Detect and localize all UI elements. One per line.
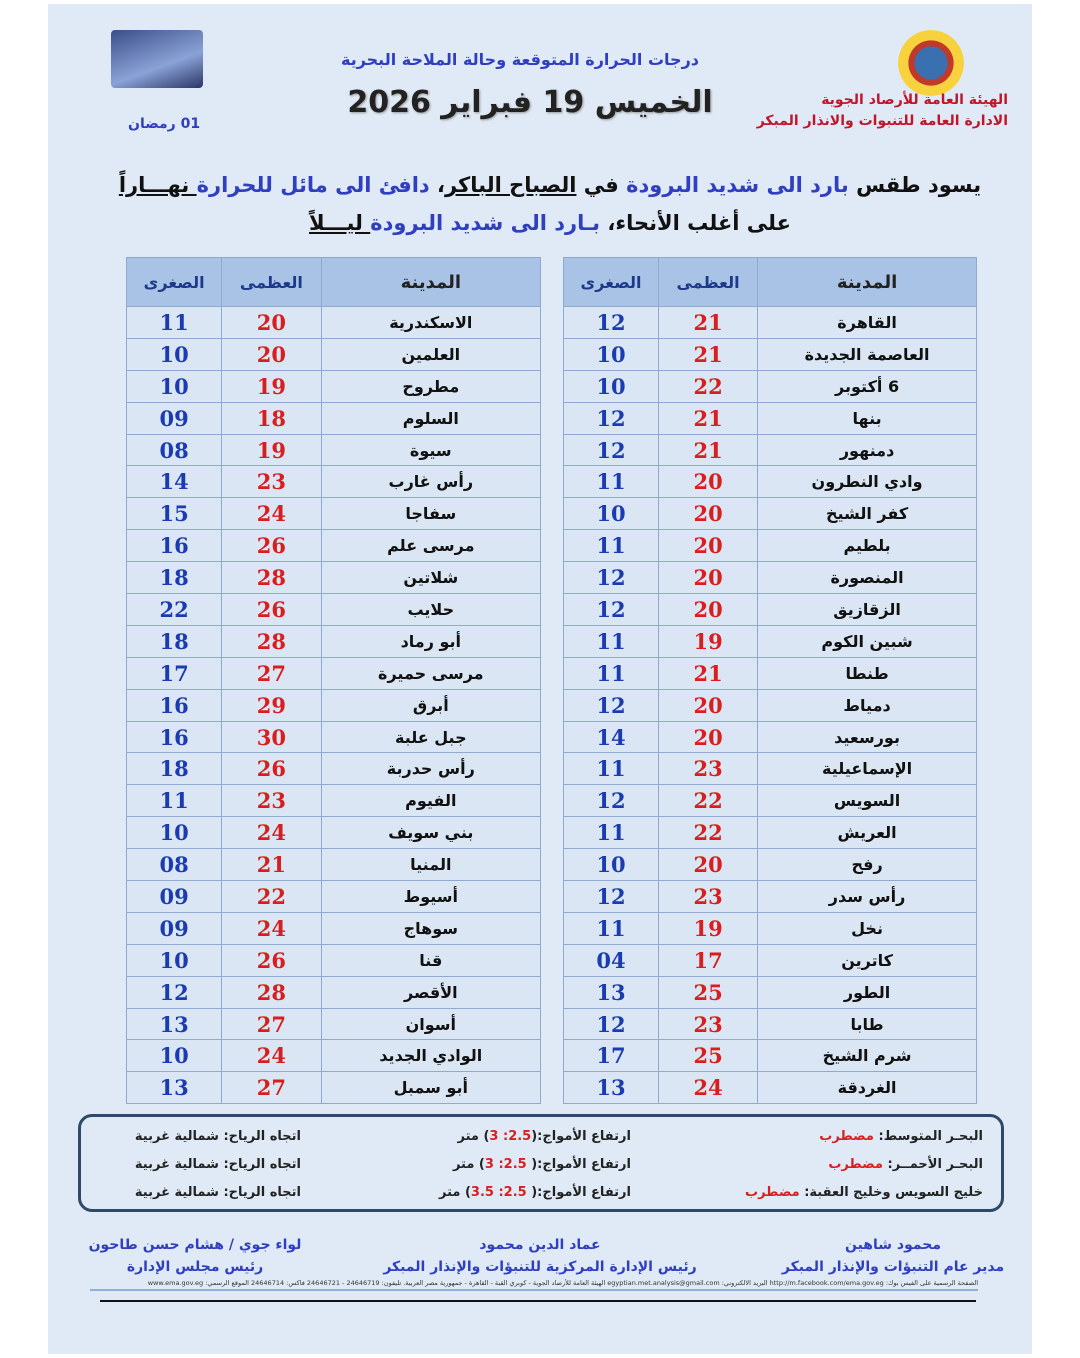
- table-row: [564, 944, 977, 976]
- temperature-table-right: [563, 257, 977, 1104]
- city-name: رأس سدر: [758, 881, 977, 913]
- max-temp: 27: [222, 657, 321, 689]
- city-name: بني سويف: [321, 817, 540, 849]
- min-temp: 11: [564, 912, 659, 944]
- max-temp: 20: [222, 338, 321, 370]
- city-name: سيوة: [321, 434, 540, 466]
- table-row: [127, 466, 541, 498]
- min-temp: 08: [127, 434, 222, 466]
- min-temp: 12: [564, 881, 659, 913]
- footer-contact: الصفحة الرسمية على الفيس بوك: http://m.facebook.com/ema.gov.eg البريد الالكتروني: egyptian.met.analysis@gmail.com الهيئة العامة للأرصاد الجوية - كوبري القبة - القاهرة - جمهورية مصر العربية. تليفون: 24646719 - 24646721 فاكس: 24646714 الموقع الرسمي: www.ema.gov.eg: [90, 1279, 978, 1291]
- table-row: [564, 498, 977, 530]
- table-row: [127, 657, 541, 689]
- sea-row: خليج السويس وخليج العقبة: مضطرب ارتفاع الأمواج:( 2.5: 3.5) متر اتجاه الرياح: شمالية غربية: [134, 1185, 983, 1200]
- min-temp: 11: [564, 466, 659, 498]
- min-temp: 09: [127, 912, 222, 944]
- city-name: رفح: [758, 849, 977, 881]
- max-temp: 24: [222, 498, 321, 530]
- max-temp: 21: [659, 402, 758, 434]
- min-temp: 13: [564, 976, 659, 1008]
- min-temp: 11: [564, 753, 659, 785]
- signature-3: لواء جوي / هشام حسن طاحون رئيس مجلس الإدارة: [88, 1237, 302, 1275]
- document-title: درجات الحرارة المتوقعة وحالة الملاحة البحرية: [340, 50, 699, 69]
- weather-summary: يسود طقس بارد الى شديد البرودة في الصباح الباكر، دافئ الى مائل للحرارة نهـــاراً على أغلب الأنحاء، بـارد الى شديد البرودة ليـــلاً: [118, 173, 982, 235]
- table-row: [127, 785, 541, 817]
- table-row: [564, 562, 977, 594]
- table-row: [564, 912, 977, 944]
- city-name: سفاجا: [321, 498, 540, 530]
- city-name: أسوان: [321, 1008, 540, 1040]
- min-temp: 04: [564, 944, 659, 976]
- max-temp: 18: [222, 402, 321, 434]
- min-temp: 12: [564, 785, 659, 817]
- table-row: [564, 370, 977, 402]
- max-temp: 23: [222, 785, 321, 817]
- min-temp: 18: [127, 753, 222, 785]
- city-name: الوادي الجديد: [321, 1040, 540, 1072]
- max-temp: 21: [659, 657, 758, 689]
- min-temp: 18: [127, 562, 222, 594]
- city-name: أسيوط: [321, 881, 540, 913]
- min-temp: 16: [127, 530, 222, 562]
- table-row: [564, 338, 977, 370]
- city-name: شلاتين: [321, 562, 540, 594]
- city-name: كفر الشيخ: [758, 498, 977, 530]
- min-temp: 16: [127, 689, 222, 721]
- min-temp: 12: [564, 594, 659, 626]
- max-temp: 22: [659, 370, 758, 402]
- max-temp: 26: [222, 594, 321, 626]
- table-row: [127, 976, 541, 1008]
- min-temp: 11: [127, 785, 222, 817]
- table-row: [564, 402, 977, 434]
- wave-height: 2.5: 3: [484, 1157, 527, 1172]
- city-name: المنيا: [321, 849, 540, 881]
- max-temp: 26: [222, 753, 321, 785]
- wave-height: 2.5: 3: [489, 1129, 532, 1144]
- divider: [100, 1300, 976, 1302]
- city-name: أبو رماد: [321, 625, 540, 657]
- min-temp: 14: [127, 466, 222, 498]
- max-temp: 23: [659, 881, 758, 913]
- min-temp: 13: [127, 1008, 222, 1040]
- city-name: حلايب: [321, 594, 540, 626]
- max-temp: 25: [659, 976, 758, 1008]
- table-row: [127, 338, 541, 370]
- min-temp: 09: [127, 881, 222, 913]
- table-row: [564, 594, 977, 626]
- min-temp: 18: [127, 625, 222, 657]
- min-temp: 10: [564, 370, 659, 402]
- min-temp: 15: [127, 498, 222, 530]
- min-temp: 10: [564, 849, 659, 881]
- city-name: طابا: [758, 1008, 977, 1040]
- max-temp: 25: [659, 1040, 758, 1072]
- city-name: العاصمة الجديدة: [758, 338, 977, 370]
- header-min: الصغرى: [564, 258, 659, 307]
- table-row: [564, 530, 977, 562]
- sea-state: مضطرب: [828, 1157, 883, 1172]
- max-temp: 20: [222, 307, 321, 339]
- table-row: [564, 881, 977, 913]
- signature-1: محمود شاهين مدير عام التنبؤات والإنذار المبكر: [781, 1237, 1005, 1275]
- table-row: [127, 1040, 541, 1072]
- city-name: القاهرة: [758, 307, 977, 339]
- max-temp: 21: [222, 849, 321, 881]
- max-temp: 30: [222, 721, 321, 753]
- max-temp: 28: [222, 625, 321, 657]
- max-temp: 20: [659, 849, 758, 881]
- table-row: [564, 976, 977, 1008]
- city-name: كاترين: [758, 944, 977, 976]
- organization-name: [757, 90, 1008, 132]
- wind-direction: اتجاه الرياح: شمالية غربية: [134, 1129, 301, 1144]
- city-name: مطروح: [321, 370, 540, 402]
- min-temp: 09: [127, 402, 222, 434]
- min-temp: 11: [564, 625, 659, 657]
- header-min: الصغرى: [127, 258, 222, 307]
- min-temp: 10: [564, 498, 659, 530]
- table-row: [564, 625, 977, 657]
- max-temp: 19: [222, 434, 321, 466]
- min-temp: 12: [564, 307, 659, 339]
- max-temp: 23: [659, 1008, 758, 1040]
- city-name: جبل علبة: [321, 721, 540, 753]
- table-row: [127, 1008, 541, 1040]
- header-max: العظمى: [222, 258, 321, 307]
- max-temp: 20: [659, 498, 758, 530]
- city-name: وادي النطرون: [758, 466, 977, 498]
- ramadan-lantern-image: [111, 30, 203, 88]
- table-row: [564, 466, 977, 498]
- city-name: مرسى حميرة: [321, 657, 540, 689]
- table-row: [127, 881, 541, 913]
- city-name: الفيوم: [321, 785, 540, 817]
- min-temp: 22: [127, 594, 222, 626]
- min-temp: 12: [564, 1008, 659, 1040]
- city-name: مرسى علم: [321, 530, 540, 562]
- min-temp: 10: [127, 338, 222, 370]
- max-temp: 20: [659, 721, 758, 753]
- max-temp: 19: [659, 912, 758, 944]
- max-temp: 17: [659, 944, 758, 976]
- max-temp: 27: [222, 1072, 321, 1104]
- min-temp: 10: [127, 817, 222, 849]
- table-row: [127, 912, 541, 944]
- table-row: [127, 530, 541, 562]
- max-temp: 28: [222, 976, 321, 1008]
- signature-2: عماد الدين محمود رئيس الإدارة المركزية للتنبؤات والإنذار المبكر: [383, 1237, 697, 1275]
- table-row: [127, 434, 541, 466]
- max-temp: 20: [659, 689, 758, 721]
- city-name: الاسكندرية: [321, 307, 540, 339]
- table-row: [127, 402, 541, 434]
- org-line-1: الهيئة العامة للأرصاد الجوية: [821, 92, 1008, 108]
- city-name: بلطيم: [758, 530, 977, 562]
- table-row: [127, 594, 541, 626]
- max-temp: 22: [659, 817, 758, 849]
- max-temp: 22: [222, 881, 321, 913]
- min-temp: 16: [127, 721, 222, 753]
- max-temp: 22: [659, 785, 758, 817]
- city-name: رأس غارب: [321, 466, 540, 498]
- min-temp: 10: [127, 944, 222, 976]
- city-name: رأس حدربة: [321, 753, 540, 785]
- min-temp: 11: [564, 530, 659, 562]
- city-name: بورسعيد: [758, 721, 977, 753]
- city-name: المنصورة: [758, 562, 977, 594]
- header-city: المدينة: [321, 258, 540, 307]
- city-name: شبين الكوم: [758, 625, 977, 657]
- max-temp: 26: [222, 944, 321, 976]
- min-temp: 14: [564, 721, 659, 753]
- table-row: [564, 817, 977, 849]
- table-row: [127, 689, 541, 721]
- min-temp: 12: [564, 689, 659, 721]
- table-row: [127, 498, 541, 530]
- max-temp: 20: [659, 530, 758, 562]
- city-name: طنطا: [758, 657, 977, 689]
- wave-height: 2.5: 3.5: [470, 1185, 527, 1200]
- max-temp: 28: [222, 562, 321, 594]
- max-temp: 20: [659, 466, 758, 498]
- city-name: السلوم: [321, 402, 540, 434]
- city-name: دمياط: [758, 689, 977, 721]
- city-name: شرم الشيخ: [758, 1040, 977, 1072]
- table-row: [127, 625, 541, 657]
- table-row: [564, 434, 977, 466]
- ema-logo: [898, 30, 964, 96]
- max-temp: 19: [222, 370, 321, 402]
- city-name: الأقصر: [321, 976, 540, 1008]
- min-temp: 17: [127, 657, 222, 689]
- min-temp: 11: [564, 817, 659, 849]
- city-name: دمنهور: [758, 434, 977, 466]
- table-row: [564, 1008, 977, 1040]
- header-city: المدينة: [758, 258, 977, 307]
- max-temp: 23: [659, 753, 758, 785]
- city-name: الطور: [758, 976, 977, 1008]
- city-name: بنها: [758, 402, 977, 434]
- min-temp: 12: [564, 434, 659, 466]
- max-temp: 29: [222, 689, 321, 721]
- city-name: الإسماعيلية: [758, 753, 977, 785]
- max-temp: 24: [222, 817, 321, 849]
- table-row: [127, 817, 541, 849]
- wind-direction: اتجاه الرياح: شمالية غربية: [134, 1185, 301, 1200]
- min-temp: 11: [564, 657, 659, 689]
- min-temp: 13: [564, 1072, 659, 1104]
- min-temp: 10: [564, 338, 659, 370]
- city-name: الزقازيق: [758, 594, 977, 626]
- city-name: نخل: [758, 912, 977, 944]
- sea-row: البحـر الأحمــر: مضطرب ارتفاع الأمواج:( 2.5: 3) متر اتجاه الرياح: شمالية غربية: [134, 1157, 983, 1172]
- max-temp: 24: [222, 912, 321, 944]
- table-row: [564, 721, 977, 753]
- max-temp: 19: [659, 625, 758, 657]
- min-temp: 13: [127, 1072, 222, 1104]
- table-row: [127, 753, 541, 785]
- table-row: [564, 753, 977, 785]
- table-row: [127, 944, 541, 976]
- city-name: العريش: [758, 817, 977, 849]
- min-temp: 12: [564, 402, 659, 434]
- max-temp: 24: [659, 1072, 758, 1104]
- hijri-date: 01 رمضان: [128, 116, 201, 132]
- table-row: [127, 1072, 541, 1104]
- table-row: [127, 721, 541, 753]
- table-header: [564, 258, 977, 307]
- city-name: أبرق: [321, 689, 540, 721]
- city-name: السويس: [758, 785, 977, 817]
- city-name: العلمين: [321, 338, 540, 370]
- city-name: الغردقة: [758, 1072, 977, 1104]
- sea-row: البحـر المتوسط: مضطرب ارتفاع الأمواج:(2.5: 3) متر اتجاه الرياح: شمالية غربية: [134, 1129, 983, 1144]
- temperature-table-left: [126, 257, 541, 1104]
- min-temp: 10: [127, 1040, 222, 1072]
- table-row: [127, 307, 541, 339]
- sea-state: مضطرب: [745, 1185, 800, 1200]
- max-temp: 21: [659, 338, 758, 370]
- min-temp: 08: [127, 849, 222, 881]
- table-row: [564, 689, 977, 721]
- table-row: [564, 657, 977, 689]
- max-temp: 24: [222, 1040, 321, 1072]
- table-row: [564, 307, 977, 339]
- max-temp: 26: [222, 530, 321, 562]
- max-temp: 20: [659, 562, 758, 594]
- max-temp: 20: [659, 594, 758, 626]
- min-temp: 11: [127, 307, 222, 339]
- table-row: [127, 562, 541, 594]
- org-line-2: الادارة العامة للتنبوات والانذار المبكر: [756, 113, 1008, 129]
- table-row: [564, 849, 977, 881]
- city-name: قنا: [321, 944, 540, 976]
- city-name: 6 أكتوبر: [758, 370, 977, 402]
- city-name: سوهاج: [321, 912, 540, 944]
- max-temp: 21: [659, 434, 758, 466]
- min-temp: 10: [127, 370, 222, 402]
- max-temp: 27: [222, 1008, 321, 1040]
- header-max: العظمى: [659, 258, 758, 307]
- table-row: [564, 1072, 977, 1104]
- table-row: [127, 849, 541, 881]
- table-header: [127, 258, 541, 307]
- sea-state: مضطرب: [819, 1129, 874, 1144]
- wind-direction: اتجاه الرياح: شمالية غربية: [134, 1157, 301, 1172]
- forecast-date: الخميس 19 فبراير 2026: [347, 85, 713, 120]
- city-name: أبو سمبل: [321, 1072, 540, 1104]
- table-row: [564, 785, 977, 817]
- max-temp: 21: [659, 307, 758, 339]
- table-row: [564, 1040, 977, 1072]
- table-row: [127, 370, 541, 402]
- max-temp: 23: [222, 466, 321, 498]
- min-temp: 17: [564, 1040, 659, 1072]
- sea-state-box: [78, 1114, 1004, 1212]
- min-temp: 12: [564, 562, 659, 594]
- min-temp: 12: [127, 976, 222, 1008]
